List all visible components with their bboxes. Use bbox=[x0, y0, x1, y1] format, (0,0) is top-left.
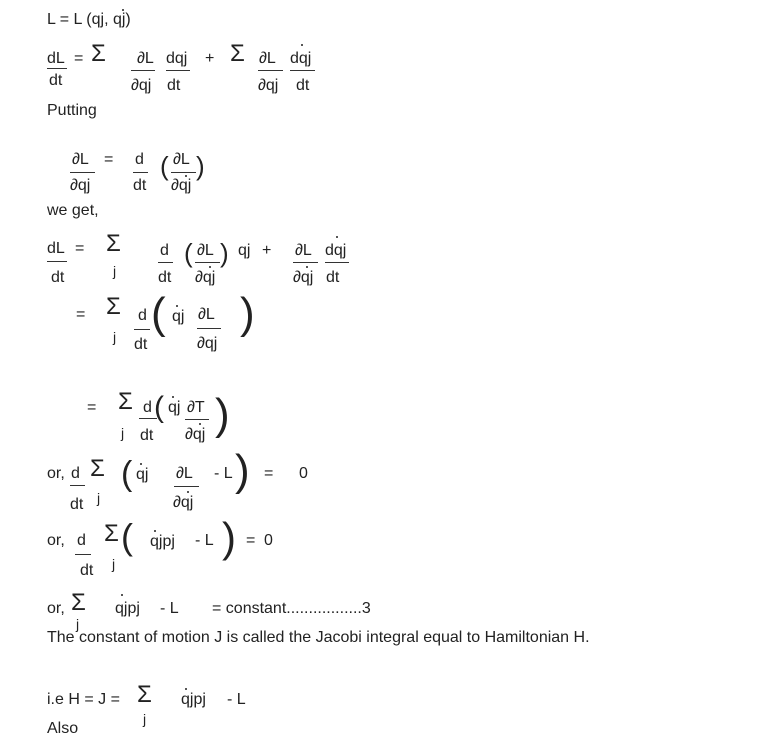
left-paren: ( bbox=[121, 516, 133, 557]
d-operator: d bbox=[160, 242, 169, 259]
partial-l: ∂L bbox=[197, 242, 214, 259]
qdot-dot bbox=[185, 175, 187, 177]
zero: 0 bbox=[299, 465, 308, 482]
minus-l: - L bbox=[214, 465, 233, 482]
equals-sign: = bbox=[264, 465, 274, 482]
qdot-dot bbox=[121, 594, 123, 596]
sum-sign: Σ bbox=[71, 589, 86, 616]
sum-sign: Σ bbox=[106, 293, 121, 320]
qjpj: qjpj bbox=[181, 691, 206, 708]
dt: dt bbox=[133, 177, 147, 194]
equals-sign: = bbox=[104, 151, 114, 168]
sum-index: j bbox=[143, 711, 147, 727]
d-operator: d bbox=[77, 532, 86, 549]
fraction-bar bbox=[258, 70, 283, 71]
fraction-bar bbox=[325, 262, 349, 263]
sum-sign: Σ bbox=[104, 520, 119, 547]
fraction-bar bbox=[197, 328, 221, 329]
partial-l: ∂L bbox=[72, 151, 89, 168]
we-get-label: we get, bbox=[47, 202, 99, 219]
minus-l: - L bbox=[195, 532, 214, 549]
d-operator: d bbox=[138, 307, 147, 324]
dt: dt bbox=[158, 269, 172, 286]
fraction-bar bbox=[134, 329, 150, 330]
partial-l: ∂L bbox=[295, 242, 312, 259]
lagrangian-definition: L = L (qj, qj) bbox=[47, 11, 131, 28]
left-paren: ( bbox=[154, 391, 164, 424]
right-paren: ) bbox=[222, 514, 236, 561]
dt: dt bbox=[51, 269, 65, 286]
qdot-dot bbox=[176, 305, 178, 307]
partial-t: ∂T bbox=[187, 399, 205, 416]
dqj: dqj bbox=[166, 50, 188, 67]
dt: dt bbox=[296, 77, 310, 94]
equals-constant: = constant.................3 bbox=[212, 600, 371, 617]
partial-qj: ∂qj bbox=[173, 494, 194, 511]
qdot-dot bbox=[154, 530, 156, 532]
qjpj: qjpj bbox=[150, 533, 175, 550]
d-operator: d bbox=[143, 399, 152, 416]
equals-sign: = bbox=[75, 240, 85, 257]
partial-l: ∂L bbox=[259, 50, 276, 67]
dt: dt bbox=[134, 336, 148, 353]
qdot-dot bbox=[122, 9, 124, 11]
partial-qj: ∂qj bbox=[131, 77, 152, 94]
fraction-bar bbox=[195, 262, 220, 263]
or-label: or, bbox=[47, 532, 65, 549]
partial-l: ∂L bbox=[176, 465, 193, 482]
dqj: dqj bbox=[325, 242, 347, 259]
right-paren: ) bbox=[220, 238, 229, 268]
partial-qj: ∂qj bbox=[258, 77, 279, 94]
left-paren: ( bbox=[151, 289, 166, 338]
dt: dt bbox=[326, 269, 340, 286]
or-label: or, bbox=[47, 600, 65, 617]
fraction-bar bbox=[185, 419, 209, 420]
qdot-dot bbox=[140, 463, 142, 465]
sum-index: j bbox=[76, 616, 80, 632]
partial-qj: ∂qj bbox=[195, 269, 216, 286]
fraction-bar bbox=[47, 68, 67, 69]
qdot-dot bbox=[301, 44, 303, 46]
qdot-dot bbox=[172, 396, 174, 398]
equals-sign: = bbox=[74, 50, 84, 67]
or-label: or, bbox=[47, 465, 65, 482]
sum-index: j bbox=[113, 263, 117, 279]
qdot-dot bbox=[306, 266, 308, 268]
fraction-bar bbox=[70, 485, 85, 486]
dt: dt bbox=[140, 427, 154, 444]
qdot-dot bbox=[187, 491, 189, 493]
qjpj: qjpj bbox=[115, 600, 140, 617]
dt: dt bbox=[167, 77, 181, 94]
right-paren: ) bbox=[215, 390, 230, 439]
qj: qj bbox=[168, 399, 181, 416]
right-paren: ) bbox=[235, 446, 250, 495]
minus-l: - L bbox=[160, 600, 179, 617]
left-paren: ( bbox=[121, 455, 133, 493]
sum-sign: Σ bbox=[90, 455, 105, 482]
right-paren: ) bbox=[196, 151, 205, 181]
equals-sign: = bbox=[246, 532, 256, 549]
fraction-bar bbox=[166, 70, 190, 71]
dt-denominator: dt bbox=[49, 72, 63, 89]
plus-sign: + bbox=[262, 242, 272, 259]
hamiltonian-definition: i.e H = J = bbox=[47, 691, 120, 708]
qj: qj bbox=[238, 242, 251, 259]
partial-qj: ∂qj bbox=[293, 269, 314, 286]
qdot-dot bbox=[185, 688, 187, 690]
sum-index: j bbox=[97, 490, 101, 506]
qdot-dot bbox=[209, 266, 211, 268]
fraction-bar bbox=[75, 554, 91, 555]
dt: dt bbox=[70, 496, 84, 513]
qj: qj bbox=[172, 308, 185, 325]
d-operator: d bbox=[135, 151, 144, 168]
fraction-bar bbox=[70, 172, 95, 173]
d-operator: d bbox=[71, 465, 80, 482]
also-label: Also bbox=[47, 720, 79, 737]
dqj: dqj bbox=[290, 50, 312, 67]
sum-index: j bbox=[112, 556, 116, 572]
qdot-dot bbox=[199, 423, 201, 425]
plus-sign: + bbox=[205, 50, 215, 67]
right-paren: ) bbox=[240, 289, 255, 338]
fraction-bar bbox=[47, 261, 67, 262]
partial-qj: ∂qj bbox=[171, 177, 192, 194]
dl-numerator: dL bbox=[47, 240, 65, 257]
jacobi-statement: The constant of motion J is called the Jacobi integral equal to Hamiltonian H. bbox=[47, 629, 590, 646]
partial-l: ∂L bbox=[198, 306, 215, 323]
partial-l: ∂L bbox=[173, 151, 190, 168]
partial-qj: ∂qj bbox=[70, 177, 91, 194]
sum-sign: Σ bbox=[137, 681, 152, 708]
left-paren: ( bbox=[160, 151, 169, 181]
fraction-bar bbox=[158, 262, 173, 263]
sum-sign: Σ bbox=[230, 40, 245, 67]
zero: 0 bbox=[264, 532, 273, 549]
sum-sign: Σ bbox=[106, 230, 121, 257]
fraction-bar bbox=[133, 172, 148, 173]
partial-qj: ∂qj bbox=[197, 335, 218, 352]
partial-l: ∂L bbox=[137, 50, 154, 67]
dl-numerator: dL bbox=[47, 50, 65, 67]
fraction-bar bbox=[131, 70, 155, 71]
qdot-dot bbox=[336, 236, 338, 238]
dt: dt bbox=[80, 562, 94, 579]
putting-label: Putting bbox=[47, 102, 97, 119]
left-paren: ( bbox=[184, 238, 193, 268]
equals-sign: = bbox=[76, 306, 86, 323]
sum-index: j bbox=[113, 329, 117, 345]
equals-sign: = bbox=[87, 399, 97, 416]
fraction-bar bbox=[174, 486, 199, 487]
sum-sign: Σ bbox=[118, 388, 133, 415]
qj: qj bbox=[136, 466, 149, 483]
sum-sign: Σ bbox=[91, 40, 106, 67]
partial-qj: ∂qj bbox=[185, 426, 206, 443]
sum-index: j bbox=[121, 425, 125, 441]
fraction-bar bbox=[293, 262, 318, 263]
minus-l: - L bbox=[227, 691, 246, 708]
fraction-bar bbox=[171, 172, 196, 173]
fraction-bar bbox=[290, 70, 315, 71]
